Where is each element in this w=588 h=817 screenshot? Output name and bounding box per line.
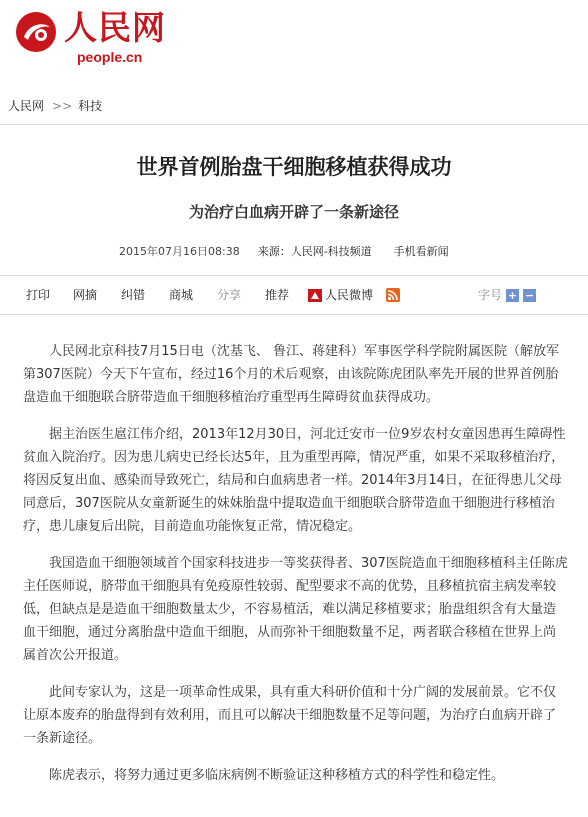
weibo-button[interactable] [308, 286, 373, 304]
bookmark-button[interactable]: 网摘 [73, 288, 98, 302]
breadcrumb-section-link[interactable]: 科技 [78, 99, 103, 113]
share-button[interactable]: 分享 [217, 288, 242, 302]
mall-link[interactable]: 商城 [169, 288, 194, 302]
font-size-label: 字号 [478, 288, 503, 302]
article-paragraph: 此间专家认为，这是一项革命性成果，具有重大科研价值和十分广阔的发展前景。它不仅让原本废弃的胎盘得到有效利用，而且可以解决干细胞数量不足等问题，为治疗白血病开辟了一条新途径。 [23, 685, 557, 746]
report-error-button[interactable]: 纠错 [121, 288, 146, 302]
print-button[interactable]: 打印 [26, 288, 51, 302]
article-toolbar [0, 282, 588, 308]
breadcrumb-separator: >> [52, 99, 73, 113]
toolbar-bottom-divider [0, 314, 588, 315]
breadcrumb [8, 96, 102, 116]
toolbar-top-divider [0, 275, 588, 276]
breadcrumb-divider [0, 124, 588, 125]
breadcrumb-home-link[interactable]: 人民网 [8, 99, 45, 113]
publish-date: 2015年07月16日08:38 [119, 245, 240, 258]
article-paragraph: 据主治医生扈江伟介绍，2013年12月30日，河北迁安市一位9岁农村女童因患再生障碍性贫血入院治疗。因为患儿病史已经长达5年，且为重型再障，情况严重，如果不采取移植治疗，将因反复出血、感染而导致死亡，结局和白血病患者一样。2014年3月14日，在征得患儿父母同意后，307医院从女童新诞生的妹妹胎盘中提取造血干细胞联合脐带造血干细胞进行移植治疗，患儿康复后出院，目前造血功能恢复正常，情况稳定。 [23, 427, 566, 534]
article-meta [119, 243, 449, 261]
font-decrease-button[interactable]: − [524, 288, 535, 302]
article-title: 世界首例胎盘干细胞移植获得成功 [136, 155, 452, 179]
weibo-icon [308, 289, 322, 302]
weibo-label: 人民微博 [325, 288, 374, 302]
site-logo[interactable] [14, 8, 164, 70]
source-link[interactable]: 来源：人民网-科技频道 [257, 245, 372, 258]
recommend-button[interactable]: 推荐 [265, 288, 290, 302]
article-body [23, 340, 568, 801]
article-paragraph: 我国造血干细胞领域首个国家科技进步一等奖获得者、307医院造血干细胞移植科主任陈虎主任医师说，脐带血干细胞具有免疫原性较弱、配型要求不高的优势，且移植抗宿主病发率较低，但缺点是是造血干细胞数量太少，不容易植活，难以满足移植要求；胎盘组织含有大量造血干细胞，通过分离胎盘中造血干细胞，从而弥补干细胞数量不足，两者联合移植在世界上尚属首次公开报道。 [23, 556, 568, 663]
font-increase-button[interactable]: + [507, 288, 518, 302]
logo-name-cn: 人民网 [64, 8, 166, 47]
rss-icon[interactable] [386, 288, 400, 302]
people-logo-icon [14, 10, 58, 54]
mobile-news-link[interactable]: 手机看新闻 [393, 245, 449, 258]
article-paragraph: 人民网北京科技7月15日电（沈基飞、 鲁江、蒋建科）军事医学科学院附属医院（解放军第307医院）今天下午宣布，经过16个月的术后观察，由该院陈虎团队率先开展的世界首例胎盘造血干细胞联合脐带造血干细胞移植治疗重型再生障碍贫血获得成功。 [23, 344, 559, 405]
article-subtitle: 为治疗白血病开辟了一条新途径 [188, 203, 399, 221]
logo-domain: people.cn [77, 49, 143, 65]
font-size-control [478, 286, 536, 304]
article-paragraph: 陈虎表示，将努力通过更多临床病例不断验证这种移植方式的科学性和稳定性。 [49, 768, 505, 783]
